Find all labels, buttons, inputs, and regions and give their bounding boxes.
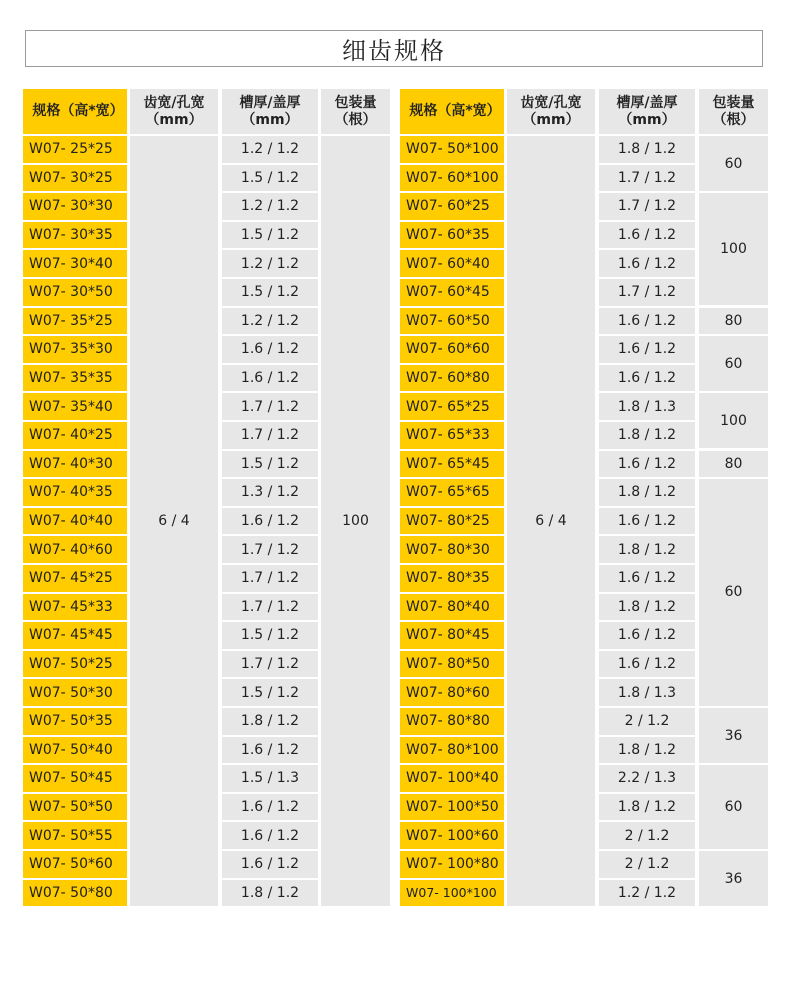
- slot-cell-left: 1.5 / 1.3: [222, 765, 318, 792]
- slot-cell-right: 1.6 / 1.2: [599, 651, 695, 678]
- spec-cell-left: W07- 50*60: [23, 851, 127, 878]
- slot-cell-right: 1.8 / 1.2: [599, 737, 695, 764]
- pack-group-right: 80: [699, 451, 768, 478]
- header-pack-l-line1: 包装量: [334, 95, 377, 112]
- spec-cell-right: W07- 60*60: [400, 336, 504, 363]
- slot-cell-left: 1.8 / 1.2: [222, 880, 318, 907]
- slot-cell-right: 1.6 / 1.2: [599, 622, 695, 649]
- spec-cell-right: W07- 100*80: [400, 851, 504, 878]
- spec-cell-left: W07- 50*55: [23, 822, 127, 849]
- slot-cell-left: 1.2 / 1.2: [222, 308, 318, 335]
- spec-cell-right: W07- 80*45: [400, 622, 504, 649]
- pack-group-right: 60: [699, 136, 768, 191]
- spec-cell-right: W07- 80*100: [400, 737, 504, 764]
- spec-cell-left: W07- 50*25: [23, 651, 127, 678]
- header-pack-r-line1: 包装量: [712, 95, 755, 112]
- tooth-cell-left: 6 / 4: [130, 136, 218, 906]
- slot-cell-left: 1.7 / 1.2: [222, 422, 318, 449]
- spec-cell-right: W07- 50*100: [400, 136, 504, 163]
- slot-cell-left: 1.7 / 1.2: [222, 594, 318, 621]
- slot-cell-left: 1.7 / 1.2: [222, 651, 318, 678]
- slot-cell-left: 1.2 / 1.2: [222, 136, 318, 163]
- spec-cell-right: W07- 60*80: [400, 365, 504, 392]
- slot-cell-right: 1.2 / 1.2: [599, 880, 695, 907]
- header-pack-r-line2: （根）: [712, 111, 755, 128]
- slot-cell-left: 1.7 / 1.2: [222, 536, 318, 563]
- header-tooth-l-line1: 齿宽/孔宽: [143, 95, 205, 112]
- header-pack-r: [699, 89, 768, 134]
- header-tooth-r-line1: 齿宽/孔宽: [520, 95, 582, 112]
- slot-cell-right: 1.8 / 1.2: [599, 536, 695, 563]
- pack-group-right: 60: [699, 479, 768, 706]
- header-tooth-l-line2: （mm）: [145, 111, 203, 128]
- spec-cell-right: W07- 100*60: [400, 822, 504, 849]
- slot-cell-left: 1.3 / 1.2: [222, 479, 318, 506]
- slot-cell-right: 1.8 / 1.3: [599, 679, 695, 706]
- slot-cell-right: 1.6 / 1.2: [599, 308, 695, 335]
- header-tooth-r: [507, 89, 595, 134]
- spec-cell-right: W07- 80*40: [400, 594, 504, 621]
- slot-cell-left: 1.6 / 1.2: [222, 365, 318, 392]
- header-slot-l-line1: 槽厚/盖厚: [239, 95, 301, 112]
- slot-cell-right: 1.8 / 1.2: [599, 136, 695, 163]
- spec-cell-left: W07- 40*25: [23, 422, 127, 449]
- slot-cell-right: 2 / 1.2: [599, 851, 695, 878]
- spec-cell-right: W07- 60*40: [400, 250, 504, 277]
- pack-group-right: 60: [699, 336, 768, 391]
- slot-cell-right: 1.6 / 1.2: [599, 336, 695, 363]
- slot-cell-left: 1.7 / 1.2: [222, 565, 318, 592]
- header-pack-l: [321, 89, 390, 134]
- spec-cell-left: W07- 30*35: [23, 222, 127, 249]
- slot-cell-left: 1.6 / 1.2: [222, 737, 318, 764]
- spec-cell-left: W07- 50*80: [23, 880, 127, 907]
- slot-cell-right: 1.8 / 1.2: [599, 479, 695, 506]
- spec-cell-right: W07- 65*45: [400, 451, 504, 478]
- spec-cell-left: W07- 45*45: [23, 622, 127, 649]
- slot-cell-left: 1.6 / 1.2: [222, 508, 318, 535]
- pack-group-right: 100: [699, 193, 768, 305]
- slot-cell-right: 1.7 / 1.2: [599, 193, 695, 220]
- spec-cell-left: W07- 30*30: [23, 193, 127, 220]
- slot-cell-right: 1.6 / 1.2: [599, 222, 695, 249]
- spec-cell-right: W07- 60*25: [400, 193, 504, 220]
- spec-cell-right: W07- 60*45: [400, 279, 504, 306]
- header-spec-l: [23, 89, 127, 134]
- slot-cell-left: 1.2 / 1.2: [222, 193, 318, 220]
- spec-cell-left: W07- 30*25: [23, 165, 127, 192]
- slot-cell-right: 1.6 / 1.2: [599, 508, 695, 535]
- spec-cell-right: W07- 100*50: [400, 794, 504, 821]
- spec-cell-left: W07- 50*30: [23, 679, 127, 706]
- slot-cell-left: 1.6 / 1.2: [222, 851, 318, 878]
- spec-cell-left: W07- 45*33: [23, 594, 127, 621]
- slot-cell-right: 1.6 / 1.2: [599, 565, 695, 592]
- slot-cell-right: 1.6 / 1.2: [599, 250, 695, 277]
- spec-cell-right: W07- 80*25: [400, 508, 504, 535]
- slot-cell-left: 1.5 / 1.2: [222, 165, 318, 192]
- slot-cell-left: 1.8 / 1.2: [222, 708, 318, 735]
- pack-cell-left: 100: [321, 136, 390, 906]
- slot-cell-right: 1.6 / 1.2: [599, 365, 695, 392]
- slot-cell-left: 1.6 / 1.2: [222, 822, 318, 849]
- slot-cell-left: 1.5 / 1.2: [222, 279, 318, 306]
- pack-group-right: 60: [699, 765, 768, 849]
- spec-cell-left: W07- 40*40: [23, 508, 127, 535]
- spec-cell-left: W07- 45*25: [23, 565, 127, 592]
- header-slot-r-line2: （mm）: [618, 111, 676, 128]
- spec-cell-left: W07- 50*40: [23, 737, 127, 764]
- slot-cell-left: 1.6 / 1.2: [222, 794, 318, 821]
- spec-cell-right: W07- 60*35: [400, 222, 504, 249]
- spec-cell-right: W07- 80*80: [400, 708, 504, 735]
- spec-cell-right: W07- 65*33: [400, 422, 504, 449]
- header-spec-r-line1: 规格（高*宽）: [409, 103, 501, 120]
- pack-group-right: 36: [699, 708, 768, 763]
- slot-cell-left: 1.5 / 1.2: [222, 679, 318, 706]
- slot-cell-right: 1.8 / 1.2: [599, 422, 695, 449]
- spec-cell-left: W07- 50*35: [23, 708, 127, 735]
- header-tooth-r-line2: （mm）: [522, 111, 580, 128]
- spec-cell-right: W07- 65*65: [400, 479, 504, 506]
- spec-cell-left: W07- 25*25: [23, 136, 127, 163]
- slot-cell-left: 1.5 / 1.2: [222, 622, 318, 649]
- spec-cell-left: W07- 35*40: [23, 393, 127, 420]
- spec-cell-left: W07- 35*30: [23, 336, 127, 363]
- slot-cell-right: 2.2 / 1.3: [599, 765, 695, 792]
- spec-cell-right: W07- 80*30: [400, 536, 504, 563]
- spec-cell-right: W07- 65*25: [400, 393, 504, 420]
- slot-cell-right: 1.6 / 1.2: [599, 451, 695, 478]
- slot-cell-right: 1.8 / 1.2: [599, 794, 695, 821]
- spec-cell-left: W07- 50*50: [23, 794, 127, 821]
- slot-cell-right: 2 / 1.2: [599, 708, 695, 735]
- pack-group-right: 80: [699, 308, 768, 335]
- slot-cell-left: 1.5 / 1.2: [222, 222, 318, 249]
- header-spec-l-line1: 规格（高*宽）: [32, 103, 124, 120]
- slot-cell-right: 1.8 / 1.3: [599, 393, 695, 420]
- header-slot-l: [222, 89, 318, 134]
- spec-cell-right: W07- 80*60: [400, 679, 504, 706]
- pack-group-right: 100: [699, 393, 768, 448]
- header-slot-r: [599, 89, 695, 134]
- spec-cell-right: W07- 80*35: [400, 565, 504, 592]
- tooth-cell-right: 6 / 4: [507, 136, 595, 906]
- slot-cell-left: 1.5 / 1.2: [222, 451, 318, 478]
- slot-cell-right: 1.7 / 1.2: [599, 279, 695, 306]
- spec-cell-left: W07- 40*35: [23, 479, 127, 506]
- page-title: 细齿规格: [25, 30, 763, 67]
- spec-cell-left: W07- 40*30: [23, 451, 127, 478]
- spec-cell-left: W07- 40*60: [23, 536, 127, 563]
- header-tooth-l: [130, 89, 218, 134]
- spec-cell-right: W07- 60*100: [400, 165, 504, 192]
- spec-cell-left: W07- 35*25: [23, 308, 127, 335]
- header-spec-r: [400, 89, 504, 134]
- pack-group-right: 36: [699, 851, 768, 906]
- header-pack-l-line2: （根）: [334, 111, 377, 128]
- spec-cell-left: W07- 50*45: [23, 765, 127, 792]
- slot-cell-left: 1.7 / 1.2: [222, 393, 318, 420]
- spec-cell-right: W07- 60*50: [400, 308, 504, 335]
- spec-cell-right: W07- 100*40: [400, 765, 504, 792]
- spec-cell-left: W07- 35*35: [23, 365, 127, 392]
- slot-cell-left: 1.2 / 1.2: [222, 250, 318, 277]
- spec-cell-right: W07- 80*50: [400, 651, 504, 678]
- header-slot-r-line1: 槽厚/盖厚: [616, 95, 678, 112]
- header-slot-l-line2: （mm）: [241, 111, 299, 128]
- spec-cell-left: W07- 30*40: [23, 250, 127, 277]
- spec-cell-left: W07- 30*50: [23, 279, 127, 306]
- slot-cell-right: 2 / 1.2: [599, 822, 695, 849]
- slot-cell-right: 1.7 / 1.2: [599, 165, 695, 192]
- slot-cell-left: 1.6 / 1.2: [222, 336, 318, 363]
- spec-cell-right: W07- 100*100: [400, 880, 504, 907]
- slot-cell-right: 1.8 / 1.2: [599, 594, 695, 621]
